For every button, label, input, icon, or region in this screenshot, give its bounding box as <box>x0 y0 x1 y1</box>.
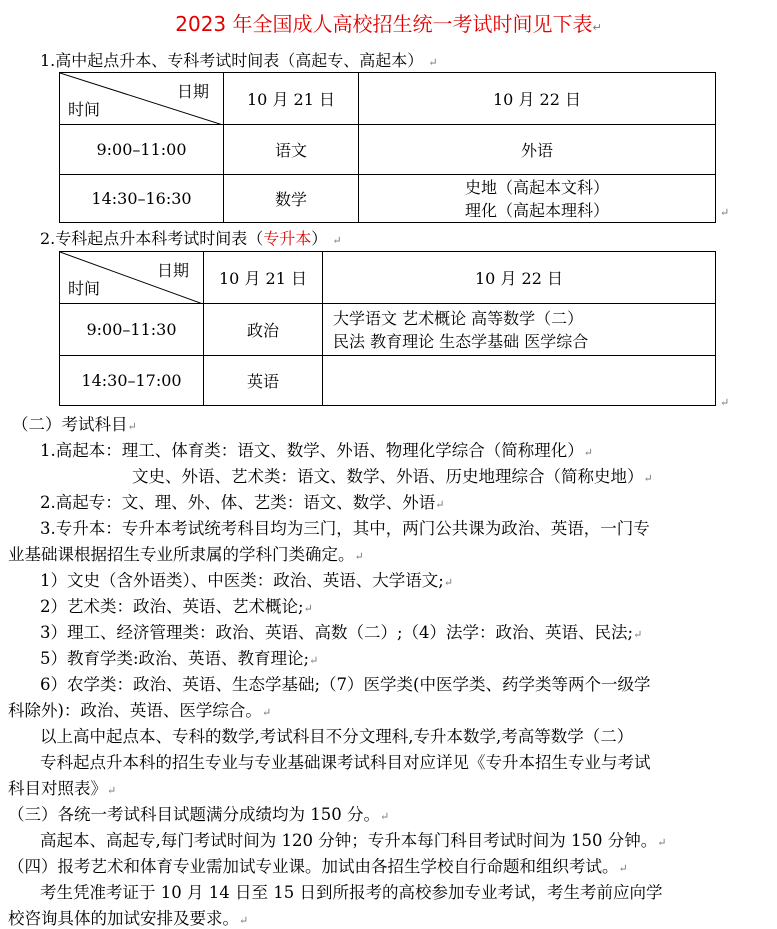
table-row <box>60 175 716 223</box>
exam-table-1 <box>59 72 716 223</box>
body-line: 科目对照表》↵ <box>8 779 117 798</box>
corner-date-label: 日期 <box>156 261 189 280</box>
col-header-oct22: 10 月 22 日 <box>323 252 716 304</box>
subject-cell: 语文 <box>224 125 359 175</box>
table-row <box>60 304 716 356</box>
body-line: 3.专升本：专升本考试统考科目均为三门，其中，两门公共课为政治、英语，一门专 <box>40 519 650 538</box>
corner-time-label: 时间 <box>68 100 101 119</box>
body-line: 1）文史（含外语类）、中医类：政治、英语、大学语文;↵ <box>40 571 454 590</box>
subject-cell <box>359 175 716 223</box>
subject-line: 大学语文 艺术概论 高等数学（二） <box>333 308 584 328</box>
body-line: 考生凭准考证于 10 月 14 日至 15 日到所报考的高校参加专业考试，考生考前应向学 <box>40 883 663 902</box>
table2-heading: 2.专科起点升本科考试时间表（专升本） ↵ <box>40 229 342 248</box>
subject-line: 史地（高起本文科） <box>464 177 609 197</box>
para-mark: ↵ <box>720 396 730 409</box>
table-row <box>60 356 716 406</box>
time-cell: 14:30–17:00 <box>60 356 204 406</box>
section-heading: （四）报考艺术和体育专业需加试专业课。加试由各招生学校自行命题和组织考试。↵ <box>8 857 628 876</box>
body-line: 科除外)：政治、英语、医学综合。↵ <box>8 701 272 720</box>
col-header-oct21: 10 月 21 日 <box>204 252 323 304</box>
body-line: 3）理工、经济管理类：政治、英语、高数（二）;（4）法学：政治、英语、民法;↵ <box>40 623 643 642</box>
body-line: 1.高起本：理工、体育类：语文、数学、外语、物理化学综合（简称理化）↵ <box>40 441 593 460</box>
body-line: 6）农学类：政治、英语、生态学基础;（7）医学类(中医学类、药学类等两个一级学 <box>40 675 651 694</box>
corner-cell <box>60 73 224 125</box>
body-line: 高起本、高起专,每门考试时间为 120 分钟；专升本每门科目考试时间为 150 分钟。↵ <box>40 831 667 850</box>
section-heading: （二）考试科目↵ <box>12 415 137 434</box>
subject-cell <box>323 356 716 406</box>
corner-date-label: 日期 <box>176 82 209 101</box>
col-header-oct22: 10 月 22 日 <box>359 73 716 125</box>
body-line: 专科起点升本科的招生专业与专业基础课考试科目对应详见《专升本招生专业与考试 <box>40 753 651 772</box>
body-line: 文史、外语、艺术类：语文、数学、外语、历史地理综合（简称史地）↵ <box>132 467 653 486</box>
subject-cell: 英语 <box>204 356 323 406</box>
subject-cell: 数学 <box>224 175 359 223</box>
subject-line: 民法 教育理论 生态学基础 医学综合 <box>333 331 589 351</box>
body-line: 2.高起专：文、理、外、体、艺类：语文、数学、外语↵ <box>40 493 445 512</box>
body-line: 2）艺术类：政治、英语、艺术概论;↵ <box>40 597 313 616</box>
corner-cell <box>60 252 204 304</box>
subject-line: 理化（高起本理科） <box>464 200 609 220</box>
body-line: 5）教育学类:政治、英语、教育理论;↵ <box>40 649 319 668</box>
time-cell: 9:00–11:00 <box>60 125 224 175</box>
para-mark: ↵ <box>720 206 730 219</box>
body-line: 以上高中起点本、专科的数学,考试科目不分文理科,专升本数学,考高等数学（二） <box>40 727 634 746</box>
table-row <box>60 125 716 175</box>
page-title: 2023 年全国成人高校招生统一考试时间见下表↵ <box>175 12 602 36</box>
time-cell: 14:30–16:30 <box>60 175 224 223</box>
corner-time-label: 时间 <box>68 279 101 298</box>
subject-cell: 外语 <box>359 125 716 175</box>
subject-cell <box>323 304 716 356</box>
subject-cell: 政治 <box>204 304 323 356</box>
col-header-oct21: 10 月 21 日 <box>224 73 359 125</box>
body-line: 校咨询具体的加试安排及要求。↵ <box>8 909 249 928</box>
exam-table-2 <box>59 251 716 406</box>
body-line: 业基础课根据招生专业所隶属的学科门类确定。↵ <box>8 545 364 564</box>
time-cell: 9:00–11:30 <box>60 304 204 356</box>
section-heading: （三）各统一考试科目试题满分成绩均为 150 分。↵ <box>8 805 390 824</box>
table1-heading: 1.高中起点升本、专科考试时间表（高起专、高起本） ↵ <box>40 51 438 70</box>
